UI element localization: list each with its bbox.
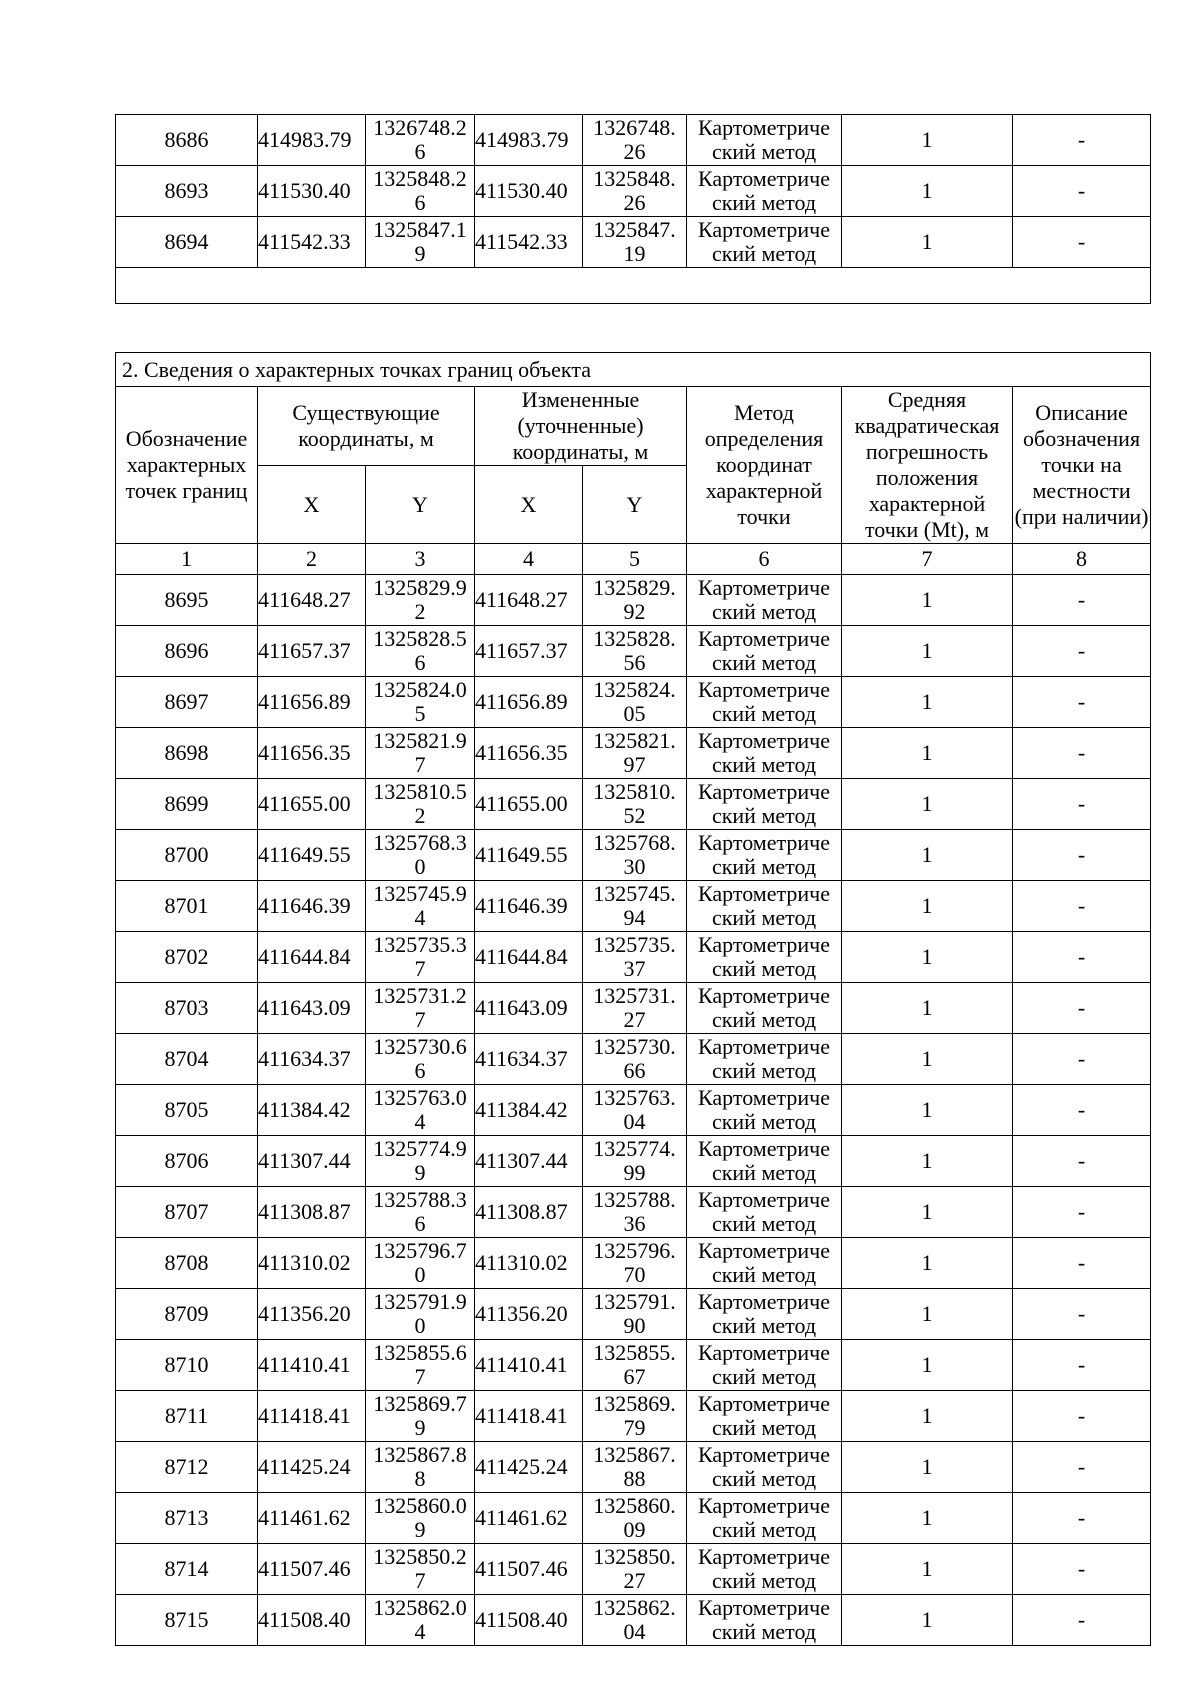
cell-existing-y: 1325774.9 9	[366, 1136, 475, 1187]
cell-point-id: 8706	[116, 1136, 258, 1187]
cell-point-id: 8715	[116, 1595, 258, 1646]
cell-point-id: 8711	[116, 1391, 258, 1442]
cell-existing-y: 1325869.7 9	[366, 1391, 475, 1442]
cell-error: 1	[842, 1442, 1013, 1493]
cell-method: Картометриче ский метод	[687, 1085, 842, 1136]
cell-error: 1	[842, 575, 1013, 626]
previous-page-table	[115, 114, 1151, 304]
cell-changed-y: 1325824. 05	[583, 677, 687, 728]
table-row	[116, 1340, 1151, 1391]
cell-changed-x: 411310.02	[475, 1238, 583, 1289]
table-row	[116, 217, 1151, 268]
cell-existing-x: 411656.35	[258, 728, 366, 779]
cell-changed-x: 411307.44	[475, 1136, 583, 1187]
cell-error: 1	[842, 1085, 1013, 1136]
cell-changed-x: 411384.42	[475, 1085, 583, 1136]
cell-existing-y: 1325867.8 8	[366, 1442, 475, 1493]
cell-changed-y: 1325869. 79	[583, 1391, 687, 1442]
cell-existing-y: 1325850.2 7	[366, 1544, 475, 1595]
cell-method: Картометриче ский метод	[687, 1493, 842, 1544]
cell-existing-x: 411307.44	[258, 1136, 366, 1187]
cell-method: Картометриче ский метод	[687, 1238, 842, 1289]
cell-changed-x: 411643.09	[475, 983, 583, 1034]
table-row	[116, 1187, 1151, 1238]
cell-changed-y: 1325862. 04	[583, 1595, 687, 1646]
header-existing-x: X	[258, 466, 366, 544]
table-row	[116, 1442, 1151, 1493]
cell-error: 1	[842, 1187, 1013, 1238]
cell-error: 1	[842, 1391, 1013, 1442]
table-row	[116, 932, 1151, 983]
cell-changed-y: 1325791. 90	[583, 1289, 687, 1340]
cell-point-id: 8697	[116, 677, 258, 728]
empty-row	[116, 268, 1151, 304]
cell-existing-y: 1325788.3 6	[366, 1187, 475, 1238]
cell-existing-y: 1325821.9 7	[366, 728, 475, 779]
column-number: 8	[1013, 544, 1151, 575]
cell-changed-y: 1325768. 30	[583, 830, 687, 881]
table-row	[116, 1289, 1151, 1340]
header-existing-coords: Существующие координаты, м	[258, 387, 475, 466]
column-number: 4	[475, 544, 583, 575]
cell-changed-x: 411648.27	[475, 575, 583, 626]
cell-description: -	[1013, 830, 1151, 881]
cell-description: -	[1013, 1442, 1151, 1493]
header-changed-coords: Измененные (уточненные) координаты, м	[475, 387, 687, 466]
column-numbers-row	[116, 544, 1151, 575]
cell-description: -	[1013, 728, 1151, 779]
cell-changed-x: 411634.37	[475, 1034, 583, 1085]
cell-description: -	[1013, 626, 1151, 677]
table-row	[116, 1136, 1151, 1187]
cell-point-id: 8698	[116, 728, 258, 779]
cell-method: Картометриче ский метод	[687, 1391, 842, 1442]
column-number: 7	[842, 544, 1013, 575]
cell-point-id: 8700	[116, 830, 258, 881]
cell-description: -	[1013, 1034, 1151, 1085]
cell-existing-y: 1325862.0 4	[366, 1595, 475, 1646]
table-row	[116, 166, 1151, 217]
column-number: 3	[366, 544, 475, 575]
cell-description: -	[1013, 677, 1151, 728]
cell-point-id: 8702	[116, 932, 258, 983]
cell-existing-x: 411384.42	[258, 1085, 366, 1136]
table-row	[116, 1391, 1151, 1442]
cell-error: 1	[842, 1493, 1013, 1544]
cell-error: 1	[842, 728, 1013, 779]
cell-method: Картометриче ский метод	[687, 983, 842, 1034]
cell-method: Картометриче ский метод	[687, 626, 842, 677]
cell-existing-x: 411508.40	[258, 1595, 366, 1646]
cell-existing-y: 1325768.3 0	[366, 830, 475, 881]
cell-existing-y: 1325763.0 4	[366, 1085, 475, 1136]
cell-existing-x: 411425.24	[258, 1442, 366, 1493]
table-row	[116, 728, 1151, 779]
table-header	[116, 353, 1151, 575]
cell-existing-x: 411648.27	[258, 575, 366, 626]
cell-existing-x: 411542.33	[258, 217, 366, 268]
cell-changed-y: 1325848. 26	[583, 166, 687, 217]
cell-changed-y: 1325828. 56	[583, 626, 687, 677]
cell-changed-y: 1325860. 09	[583, 1493, 687, 1544]
cell-changed-y: 1325730. 66	[583, 1034, 687, 1085]
cell-point-id: 8696	[116, 626, 258, 677]
table-row	[116, 779, 1151, 830]
cell-changed-x: 411657.37	[475, 626, 583, 677]
cell-changed-x: 411308.87	[475, 1187, 583, 1238]
cell-changed-y: 1325735. 37	[583, 932, 687, 983]
column-number: 6	[687, 544, 842, 575]
cell-description: -	[1013, 115, 1151, 166]
cell-point-id: 8709	[116, 1289, 258, 1340]
cell-error: 1	[842, 626, 1013, 677]
cell-existing-y: 1325731.2 7	[366, 983, 475, 1034]
cell-error: 1	[842, 779, 1013, 830]
cell-description: -	[1013, 1187, 1151, 1238]
cell-error: 1	[842, 932, 1013, 983]
cell-existing-y: 1325828.5 6	[366, 626, 475, 677]
table-row	[116, 1085, 1151, 1136]
cell-method: Картометриче ский метод	[687, 1340, 842, 1391]
cell-error: 1	[842, 1034, 1013, 1085]
cell-changed-x: 411644.84	[475, 932, 583, 983]
cell-existing-x: 411507.46	[258, 1544, 366, 1595]
cell-changed-x: 411508.40	[475, 1595, 583, 1646]
cell-existing-x: 411634.37	[258, 1034, 366, 1085]
table-row	[116, 115, 1151, 166]
cell-changed-y: 1325774. 99	[583, 1136, 687, 1187]
cell-error: 1	[842, 983, 1013, 1034]
cell-changed-x: 411656.35	[475, 728, 583, 779]
cell-existing-y: 1325855.6 7	[366, 1340, 475, 1391]
cell-existing-y: 1325735.3 7	[366, 932, 475, 983]
cell-point-id: 8699	[116, 779, 258, 830]
cell-existing-x: 411643.09	[258, 983, 366, 1034]
cell-existing-y: 1325810.5 2	[366, 779, 475, 830]
cell-existing-y: 1325791.9 0	[366, 1289, 475, 1340]
header-description: Описание обозначения точки на местности (при наличии)	[1013, 387, 1151, 544]
cell-error: 1	[842, 677, 1013, 728]
cell-description: -	[1013, 1238, 1151, 1289]
table-row	[116, 881, 1151, 932]
table-row	[116, 575, 1151, 626]
cell-changed-y: 1325731. 27	[583, 983, 687, 1034]
cell-point-id: 8714	[116, 1544, 258, 1595]
cell-description: -	[1013, 1595, 1151, 1646]
cell-changed-y: 1325763. 04	[583, 1085, 687, 1136]
cell-point-id: 8704	[116, 1034, 258, 1085]
cell-description: -	[1013, 1289, 1151, 1340]
cell-error: 1	[842, 115, 1013, 166]
cell-error: 1	[842, 1289, 1013, 1340]
cell-error: 1	[842, 1340, 1013, 1391]
cell-existing-x: 411655.00	[258, 779, 366, 830]
cell-existing-y: 1325745.9 4	[366, 881, 475, 932]
cell-method: Картометриче ский метод	[687, 1034, 842, 1085]
cell-method: Картометриче ский метод	[687, 1289, 842, 1340]
column-number: 5	[583, 544, 687, 575]
cell-point-id: 8713	[116, 1493, 258, 1544]
cell-changed-x: 414983.79	[475, 115, 583, 166]
cell-method: Картометриче ский метод	[687, 830, 842, 881]
cell-existing-y: 1325847.1 9	[366, 217, 475, 268]
cell-changed-x: 411530.40	[475, 166, 583, 217]
cell-existing-x: 411410.41	[258, 1340, 366, 1391]
cell-changed-y: 1325855. 67	[583, 1340, 687, 1391]
cell-method: Картометриче ский метод	[687, 932, 842, 983]
cell-changed-y: 1325847. 19	[583, 217, 687, 268]
cell-changed-y: 1325796. 70	[583, 1238, 687, 1289]
table-row	[116, 983, 1151, 1034]
cell-existing-x: 411418.41	[258, 1391, 366, 1442]
cell-existing-y: 1326748.2 6	[366, 115, 475, 166]
column-number: 2	[258, 544, 366, 575]
cell-error: 1	[842, 166, 1013, 217]
cell-changed-y: 1325821. 97	[583, 728, 687, 779]
header-existing-y: Y	[366, 466, 475, 544]
cell-changed-y: 1325788. 36	[583, 1187, 687, 1238]
cell-description: -	[1013, 932, 1151, 983]
table-row	[116, 1238, 1151, 1289]
cell-changed-x: 411461.62	[475, 1493, 583, 1544]
cell-existing-x: 411649.55	[258, 830, 366, 881]
cell-changed-x: 411655.00	[475, 779, 583, 830]
section-title: 2. Сведения о характерных точках границ объекта	[116, 353, 1151, 387]
cell-method: Картометриче ский метод	[687, 779, 842, 830]
cell-point-id: 8701	[116, 881, 258, 932]
header-error: Средняя квадратическая погрешность положения характерной точки (Mt), м	[842, 387, 1013, 544]
cell-description: -	[1013, 575, 1151, 626]
table-row	[116, 1034, 1151, 1085]
cell-point-id: 8695	[116, 575, 258, 626]
cell-existing-x: 411646.39	[258, 881, 366, 932]
cell-error: 1	[842, 1136, 1013, 1187]
cell-changed-x: 411656.89	[475, 677, 583, 728]
cell-description: -	[1013, 1340, 1151, 1391]
empty-cell	[116, 268, 1151, 304]
cell-description: -	[1013, 1136, 1151, 1187]
cell-existing-x: 411356.20	[258, 1289, 366, 1340]
cell-changed-x: 411507.46	[475, 1544, 583, 1595]
cell-method: Картометриче ский метод	[687, 677, 842, 728]
table-row	[116, 1595, 1151, 1646]
cell-existing-y: 1325848.2 6	[366, 166, 475, 217]
cell-existing-y: 1325730.6 6	[366, 1034, 475, 1085]
cell-method: Картометриче ский метод	[687, 1442, 842, 1493]
cell-description: -	[1013, 983, 1151, 1034]
cell-description: -	[1013, 881, 1151, 932]
table-row	[116, 626, 1151, 677]
column-number: 1	[116, 544, 258, 575]
cell-changed-x: 411356.20	[475, 1289, 583, 1340]
cell-changed-x: 411649.55	[475, 830, 583, 881]
table-row	[116, 1544, 1151, 1595]
cell-description: -	[1013, 217, 1151, 268]
cell-method: Картометриче ский метод	[687, 728, 842, 779]
cell-point-id: 8710	[116, 1340, 258, 1391]
cell-changed-y: 1325745. 94	[583, 881, 687, 932]
cell-method: Картометриче ский метод	[687, 1595, 842, 1646]
cell-description: -	[1013, 1544, 1151, 1595]
cell-existing-x: 411656.89	[258, 677, 366, 728]
cell-description: -	[1013, 166, 1151, 217]
cell-method: Картометриче ский метод	[687, 217, 842, 268]
cell-changed-x: 411410.41	[475, 1340, 583, 1391]
header-changed-y: Y	[583, 466, 687, 544]
cell-existing-x: 414983.79	[258, 115, 366, 166]
table-row	[116, 1493, 1151, 1544]
cell-changed-y: 1326748. 26	[583, 115, 687, 166]
cell-existing-x: 411461.62	[258, 1493, 366, 1544]
cell-point-id: 8694	[116, 217, 258, 268]
cell-error: 1	[842, 1595, 1013, 1646]
cell-method: Картометриче ский метод	[687, 1136, 842, 1187]
cell-point-id: 8693	[116, 166, 258, 217]
header-method: Метод определения координат характерной точки	[687, 387, 842, 544]
cell-existing-y: 1325829.9 2	[366, 575, 475, 626]
header-designation: Обозначение характерных точек границ	[116, 387, 258, 544]
cell-existing-y: 1325860.0 9	[366, 1493, 475, 1544]
cell-existing-x: 411530.40	[258, 166, 366, 217]
header-changed-x: X	[475, 466, 583, 544]
cell-method: Картометриче ский метод	[687, 881, 842, 932]
cell-method: Картометриче ский метод	[687, 575, 842, 626]
cell-method: Картометриче ский метод	[687, 1544, 842, 1595]
cell-point-id: 8712	[116, 1442, 258, 1493]
cell-description: -	[1013, 1085, 1151, 1136]
cell-method: Картометриче ский метод	[687, 115, 842, 166]
boundary-points-body	[116, 575, 1151, 1646]
cell-existing-y: 1325796.7 0	[366, 1238, 475, 1289]
cell-existing-x: 411644.84	[258, 932, 366, 983]
cell-point-id: 8708	[116, 1238, 258, 1289]
cell-point-id: 8705	[116, 1085, 258, 1136]
table-row	[116, 677, 1151, 728]
previous-page-table-body	[116, 115, 1151, 304]
cell-existing-x: 411310.02	[258, 1238, 366, 1289]
cell-method: Картометриче ский метод	[687, 166, 842, 217]
boundary-points-table	[115, 352, 1151, 1646]
cell-changed-x: 411418.41	[475, 1391, 583, 1442]
cell-error: 1	[842, 1544, 1013, 1595]
cell-error: 1	[842, 1238, 1013, 1289]
table-row	[116, 830, 1151, 881]
cell-existing-y: 1325824.0 5	[366, 677, 475, 728]
cell-changed-x: 411425.24	[475, 1442, 583, 1493]
cell-changed-y: 1325850. 27	[583, 1544, 687, 1595]
cell-point-id: 8707	[116, 1187, 258, 1238]
cell-error: 1	[842, 881, 1013, 932]
cell-method: Картометриче ский метод	[687, 1187, 842, 1238]
cell-error: 1	[842, 830, 1013, 881]
cell-changed-x: 411542.33	[475, 217, 583, 268]
cell-existing-x: 411657.37	[258, 626, 366, 677]
cell-changed-y: 1325867. 88	[583, 1442, 687, 1493]
cell-point-id: 8703	[116, 983, 258, 1034]
cell-description: -	[1013, 779, 1151, 830]
cell-changed-y: 1325810. 52	[583, 779, 687, 830]
cell-description: -	[1013, 1391, 1151, 1442]
cell-changed-y: 1325829. 92	[583, 575, 687, 626]
cell-description: -	[1013, 1493, 1151, 1544]
cell-existing-x: 411308.87	[258, 1187, 366, 1238]
cell-error: 1	[842, 217, 1013, 268]
cell-point-id: 8686	[116, 115, 258, 166]
cell-changed-x: 411646.39	[475, 881, 583, 932]
